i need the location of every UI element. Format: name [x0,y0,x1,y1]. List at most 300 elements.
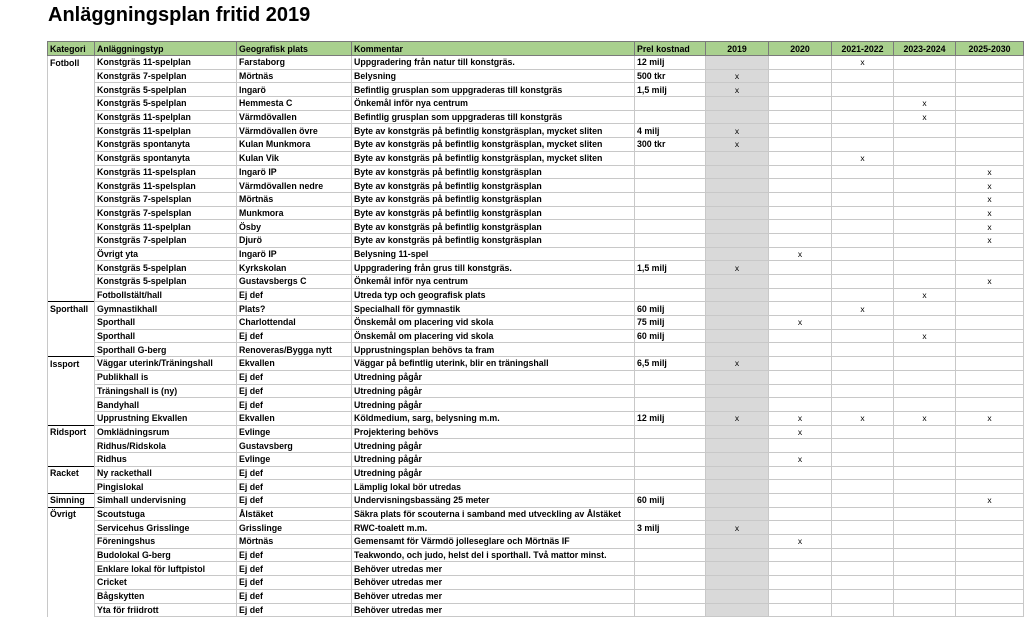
cell-kategori[interactable] [48,247,95,261]
cell-2023-2024[interactable] [894,535,956,549]
cell-prel-kostnad[interactable]: 60 milj [635,494,706,508]
cell-geografisk-plats[interactable]: Hemmesta C [237,97,352,111]
cell-2020[interactable] [769,275,832,289]
cell-geografisk-plats[interactable]: Farstaborg [237,56,352,70]
cell-2025-2030[interactable] [956,329,1024,343]
cell-anlaggningstyp[interactable]: Ridhus [95,452,237,466]
cell-kommentar[interactable]: Befintlig grusplan som uppgraderas till konstgräs [352,83,635,97]
cell-2025-2030[interactable] [956,357,1024,371]
cell-2025-2030[interactable] [956,535,1024,549]
cell-anlaggningstyp[interactable]: Konstgräs 7-spelplan [95,233,237,247]
cell-geografisk-plats[interactable]: Renoveras/Bygga nytt [237,343,352,357]
cell-2023-2024[interactable] [894,220,956,234]
cell-2019[interactable] [706,56,769,70]
cell-2021-2022[interactable] [832,192,894,206]
cell-2023-2024[interactable] [894,206,956,220]
cell-2020[interactable] [769,603,832,617]
cell-2019[interactable] [706,452,769,466]
cell-2023-2024[interactable]: x [894,329,956,343]
cell-geografisk-plats[interactable]: Mörtnäs [237,192,352,206]
header-2020[interactable]: 2020 [769,42,832,56]
cell-2019[interactable]: x [706,124,769,138]
cell-2023-2024[interactable]: x [894,110,956,124]
cell-kommentar[interactable]: Uppgradering från natur till konstgräs. [352,56,635,70]
cell-kategori[interactable] [48,384,95,398]
cell-2025-2030[interactable]: x [956,165,1024,179]
cell-2020[interactable] [769,589,832,603]
cell-geografisk-plats[interactable]: Ej def [237,384,352,398]
cell-anlaggningstyp[interactable]: Konstgräs 5-spelplan [95,275,237,289]
cell-kategori[interactable]: Sporthall [48,302,95,316]
cell-geografisk-plats[interactable]: Ingarö [237,83,352,97]
cell-prel-kostnad[interactable]: 300 tkr [635,138,706,152]
cell-2019[interactable] [706,494,769,508]
cell-anlaggningstyp[interactable]: Konstgräs 11-spelplan [95,110,237,124]
cell-geografisk-plats[interactable]: Kulan Vik [237,151,352,165]
cell-2023-2024[interactable] [894,343,956,357]
cell-2019[interactable] [706,275,769,289]
cell-kommentar[interactable]: Byte av konstgräs på befintlig konstgräsplan [352,165,635,179]
cell-kommentar[interactable]: Upprustningsplan behövs ta fram [352,343,635,357]
cell-kommentar[interactable]: Utredning pågår [352,466,635,480]
cell-kategori[interactable]: Övrigt [48,507,95,521]
cell-geografisk-plats[interactable]: Ej def [237,329,352,343]
cell-2021-2022[interactable] [832,83,894,97]
cell-prel-kostnad[interactable] [635,507,706,521]
header-geografisk-plats[interactable]: Geografisk plats [237,42,352,56]
cell-kategori[interactable] [48,275,95,289]
cell-2023-2024[interactable] [894,233,956,247]
cell-2025-2030[interactable]: x [956,206,1024,220]
cell-kategori[interactable] [48,603,95,617]
cell-anlaggningstyp[interactable]: Omklädningsrum [95,425,237,439]
cell-prel-kostnad[interactable]: 75 milj [635,316,706,330]
cell-2021-2022[interactable] [832,288,894,302]
cell-kommentar[interactable]: Byte av konstgräs på befintlig konstgräsplan [352,233,635,247]
cell-anlaggningstyp[interactable]: Ridhus/Ridskola [95,439,237,453]
header-kommentar[interactable]: Kommentar [352,42,635,56]
cell-kategori[interactable] [48,288,95,302]
cell-2021-2022[interactable] [832,179,894,193]
cell-prel-kostnad[interactable] [635,97,706,111]
cell-2020[interactable]: x [769,247,832,261]
cell-anlaggningstyp[interactable]: Konstgräs spontanyta [95,151,237,165]
cell-anlaggningstyp[interactable]: Föreningshus [95,535,237,549]
cell-2019[interactable] [706,439,769,453]
cell-2019[interactable] [706,329,769,343]
cell-2021-2022[interactable]: x [832,411,894,425]
cell-prel-kostnad[interactable] [635,220,706,234]
cell-anlaggningstyp[interactable]: Konstgräs 11-spelplan [95,124,237,138]
cell-2021-2022[interactable] [832,261,894,275]
cell-anlaggningstyp[interactable]: Cricket [95,576,237,590]
cell-2025-2030[interactable] [956,466,1024,480]
cell-kategori[interactable] [48,452,95,466]
cell-2020[interactable] [769,439,832,453]
cell-geografisk-plats[interactable]: Grisslinge [237,521,352,535]
cell-anlaggningstyp[interactable]: Enklare lokal för luftpistol [95,562,237,576]
cell-geografisk-plats[interactable]: Ekvallen [237,357,352,371]
cell-prel-kostnad[interactable] [635,275,706,289]
cell-2019[interactable] [706,576,769,590]
cell-2021-2022[interactable] [832,425,894,439]
cell-2025-2030[interactable] [956,521,1024,535]
cell-2020[interactable] [769,261,832,275]
cell-2019[interactable]: x [706,411,769,425]
cell-kommentar[interactable]: Lämplig lokal bör utredas [352,480,635,494]
cell-2020[interactable] [769,329,832,343]
cell-2020[interactable] [769,110,832,124]
cell-2021-2022[interactable] [832,69,894,83]
cell-2020[interactable] [769,288,832,302]
cell-anlaggningstyp[interactable]: Konstgräs 11-spelsplan [95,165,237,179]
cell-2020[interactable] [769,562,832,576]
cell-2025-2030[interactable] [956,562,1024,576]
cell-2025-2030[interactable] [956,398,1024,412]
cell-2020[interactable] [769,83,832,97]
cell-2025-2030[interactable] [956,480,1024,494]
cell-kategori[interactable] [48,110,95,124]
cell-2021-2022[interactable]: x [832,151,894,165]
cell-geografisk-plats[interactable]: Ej def [237,576,352,590]
cell-2025-2030[interactable]: x [956,179,1024,193]
cell-2023-2024[interactable] [894,384,956,398]
cell-prel-kostnad[interactable] [635,398,706,412]
cell-kategori[interactable]: Simning [48,494,95,508]
cell-geografisk-plats[interactable]: Ingarö IP [237,165,352,179]
cell-prel-kostnad[interactable]: 60 milj [635,329,706,343]
cell-2025-2030[interactable] [956,452,1024,466]
cell-2020[interactable] [769,398,832,412]
cell-2020[interactable] [769,233,832,247]
cell-anlaggningstyp[interactable]: Konstgräs 5-spelplan [95,83,237,97]
cell-kategori[interactable] [48,151,95,165]
cell-2023-2024[interactable] [894,466,956,480]
cell-kommentar[interactable]: Önskemål om placering vid skola [352,316,635,330]
cell-kommentar[interactable]: Köldmedium, sarg, belysning m.m. [352,411,635,425]
cell-2025-2030[interactable] [956,56,1024,70]
cell-2025-2030[interactable] [956,425,1024,439]
cell-geografisk-plats[interactable]: Ej def [237,466,352,480]
cell-2025-2030[interactable]: x [956,233,1024,247]
cell-2023-2024[interactable] [894,439,956,453]
cell-kategori[interactable]: Issport [48,357,95,371]
cell-prel-kostnad[interactable]: 4 milj [635,124,706,138]
cell-2020[interactable] [769,343,832,357]
cell-geografisk-plats[interactable]: Ej def [237,494,352,508]
cell-geografisk-plats[interactable]: Värmdövallen övre [237,124,352,138]
cell-2025-2030[interactable] [956,439,1024,453]
cell-geografisk-plats[interactable]: Ålstäket [237,507,352,521]
cell-kategori[interactable]: Fotboll [48,56,95,70]
cell-kategori[interactable] [48,165,95,179]
cell-geografisk-plats[interactable]: Ingarö IP [237,247,352,261]
cell-2020[interactable] [769,521,832,535]
cell-kommentar[interactable]: Behöver utredas mer [352,589,635,603]
cell-2019[interactable] [706,370,769,384]
cell-kategori[interactable] [48,83,95,97]
cell-geografisk-plats[interactable]: Värmdövallen [237,110,352,124]
cell-2019[interactable]: x [706,138,769,152]
cell-geografisk-plats[interactable]: Ej def [237,370,352,384]
cell-2019[interactable] [706,589,769,603]
cell-geografisk-plats[interactable]: Munkmora [237,206,352,220]
cell-anlaggningstyp[interactable]: Konstgräs 11-spelplan [95,220,237,234]
cell-prel-kostnad[interactable] [635,384,706,398]
cell-2021-2022[interactable] [832,480,894,494]
cell-kategori[interactable] [48,69,95,83]
cell-kategori[interactable] [48,261,95,275]
cell-kommentar[interactable]: Specialhall för gymnastik [352,302,635,316]
cell-2021-2022[interactable] [832,275,894,289]
cell-2025-2030[interactable] [956,603,1024,617]
cell-anlaggningstyp[interactable]: Konstgräs 11-spelsplan [95,179,237,193]
cell-kategori[interactable] [48,521,95,535]
cell-2020[interactable]: x [769,452,832,466]
cell-kategori[interactable] [48,589,95,603]
cell-2021-2022[interactable] [832,357,894,371]
cell-2021-2022[interactable]: x [832,56,894,70]
cell-2023-2024[interactable] [894,507,956,521]
cell-2019[interactable] [706,316,769,330]
cell-anlaggningstyp[interactable]: Servicehus Grisslinge [95,521,237,535]
cell-anlaggningstyp[interactable]: Väggar uterink/Träningshall [95,357,237,371]
cell-kategori[interactable] [48,343,95,357]
cell-prel-kostnad[interactable] [635,589,706,603]
cell-2023-2024[interactable] [894,179,956,193]
cell-2019[interactable] [706,302,769,316]
cell-2023-2024[interactable] [894,192,956,206]
cell-2021-2022[interactable] [832,329,894,343]
cell-2025-2030[interactable] [956,343,1024,357]
cell-kommentar[interactable]: Utredning pågår [352,439,635,453]
cell-2025-2030[interactable] [956,576,1024,590]
cell-anlaggningstyp[interactable]: Bandyhall [95,398,237,412]
cell-2019[interactable] [706,288,769,302]
cell-2021-2022[interactable] [832,370,894,384]
cell-2021-2022[interactable] [832,521,894,535]
cell-anlaggningstyp[interactable]: Konstgräs 7-spelsplan [95,192,237,206]
cell-2021-2022[interactable] [832,589,894,603]
cell-anlaggningstyp[interactable]: Sporthall [95,316,237,330]
cell-2021-2022[interactable] [832,603,894,617]
cell-2021-2022[interactable] [832,398,894,412]
cell-kommentar[interactable]: Belysning [352,69,635,83]
header-prel-kostnad[interactable]: Prel kostnad [635,42,706,56]
cell-anlaggningstyp[interactable]: Scoutstuga [95,507,237,521]
cell-kommentar[interactable]: Teakwondo, och judo, helst del i sporthall. Två mattor minst. [352,548,635,562]
cell-2020[interactable] [769,179,832,193]
cell-geografisk-plats[interactable]: Djurö [237,233,352,247]
cell-2019[interactable] [706,97,769,111]
cell-2020[interactable] [769,576,832,590]
cell-2025-2030[interactable] [956,97,1024,111]
header-2025-2030[interactable]: 2025-2030 [956,42,1024,56]
cell-kommentar[interactable]: Väggar på befintlig uterink, blir en träningshall [352,357,635,371]
cell-geografisk-plats[interactable]: Ej def [237,398,352,412]
cell-prel-kostnad[interactable]: 60 milj [635,302,706,316]
cell-geografisk-plats[interactable]: Ekvallen [237,411,352,425]
cell-2020[interactable] [769,206,832,220]
cell-geografisk-plats[interactable]: Ej def [237,603,352,617]
cell-2025-2030[interactable] [956,247,1024,261]
cell-2023-2024[interactable] [894,452,956,466]
cell-prel-kostnad[interactable]: 1,5 milj [635,83,706,97]
cell-2023-2024[interactable] [894,603,956,617]
cell-2023-2024[interactable] [894,124,956,138]
cell-2021-2022[interactable] [832,466,894,480]
cell-2020[interactable] [769,192,832,206]
cell-kommentar[interactable]: Utredning pågår [352,370,635,384]
cell-2021-2022[interactable] [832,507,894,521]
cell-2023-2024[interactable] [894,494,956,508]
cell-kommentar[interactable]: Behöver utredas mer [352,562,635,576]
cell-kategori[interactable] [48,316,95,330]
cell-2023-2024[interactable] [894,589,956,603]
cell-2020[interactable] [769,494,832,508]
cell-geografisk-plats[interactable]: Ösby [237,220,352,234]
cell-2021-2022[interactable] [832,220,894,234]
cell-2021-2022[interactable]: x [832,302,894,316]
cell-2019[interactable] [706,179,769,193]
cell-anlaggningstyp[interactable]: Konstgräs 5-spelplan [95,261,237,275]
cell-anlaggningstyp[interactable]: Konstgräs 7-spelsplan [95,206,237,220]
header-2023-2024[interactable]: 2023-2024 [894,42,956,56]
cell-kommentar[interactable]: Befintlig grusplan som uppgraderas till konstgräs [352,110,635,124]
cell-2023-2024[interactable]: x [894,288,956,302]
cell-kommentar[interactable]: Byte av konstgräs på befintlig konstgräsplan [352,220,635,234]
cell-2019[interactable] [706,165,769,179]
cell-kommentar[interactable]: Projektering behövs [352,425,635,439]
cell-prel-kostnad[interactable] [635,480,706,494]
cell-2020[interactable]: x [769,535,832,549]
cell-2020[interactable] [769,357,832,371]
cell-2019[interactable] [706,603,769,617]
cell-2019[interactable] [706,110,769,124]
cell-kommentar[interactable]: Gemensamt för Värmdö jolleseglare och Mörtnäs IF [352,535,635,549]
cell-2023-2024[interactable] [894,316,956,330]
cell-2023-2024[interactable] [894,576,956,590]
cell-geografisk-plats[interactable]: Kulan Munkmora [237,138,352,152]
cell-kommentar[interactable]: Byte av konstgräs på befintlig konstgräsplan [352,192,635,206]
cell-anlaggningstyp[interactable]: Konstgräs 5-spelplan [95,97,237,111]
cell-2020[interactable]: x [769,425,832,439]
cell-geografisk-plats[interactable]: Charlottendal [237,316,352,330]
cell-anlaggningstyp[interactable]: Konstgräs 7-spelplan [95,69,237,83]
cell-2019[interactable]: x [706,69,769,83]
cell-2023-2024[interactable] [894,302,956,316]
cell-2019[interactable] [706,466,769,480]
cell-2019[interactable] [706,206,769,220]
cell-2021-2022[interactable] [832,343,894,357]
cell-2019[interactable] [706,398,769,412]
cell-kategori[interactable] [48,233,95,247]
cell-prel-kostnad[interactable] [635,603,706,617]
cell-2021-2022[interactable] [832,439,894,453]
cell-prel-kostnad[interactable] [635,466,706,480]
cell-2025-2030[interactable]: x [956,494,1024,508]
cell-prel-kostnad[interactable] [635,110,706,124]
cell-geografisk-plats[interactable]: Gustavsberg [237,439,352,453]
cell-kategori[interactable] [48,480,95,494]
header-2019[interactable]: 2019 [706,42,769,56]
cell-kategori[interactable]: Ridsport [48,425,95,439]
cell-anlaggningstyp[interactable]: Pingislokal [95,480,237,494]
cell-geografisk-plats[interactable]: Ej def [237,288,352,302]
cell-kategori[interactable] [48,329,95,343]
cell-2020[interactable]: x [769,411,832,425]
cell-geografisk-plats[interactable]: Ej def [237,548,352,562]
cell-2021-2022[interactable] [832,97,894,111]
cell-anlaggningstyp[interactable]: Sporthall G-berg [95,343,237,357]
cell-2025-2030[interactable] [956,83,1024,97]
cell-geografisk-plats[interactable]: Ej def [237,589,352,603]
cell-2019[interactable] [706,343,769,357]
cell-kommentar[interactable]: Behöver utredas mer [352,603,635,617]
cell-geografisk-plats[interactable]: Evlinge [237,425,352,439]
cell-geografisk-plats[interactable]: Ej def [237,480,352,494]
cell-2025-2030[interactable] [956,507,1024,521]
cell-2021-2022[interactable] [832,562,894,576]
cell-2019[interactable] [706,220,769,234]
cell-prel-kostnad[interactable] [635,452,706,466]
cell-2020[interactable] [769,480,832,494]
cell-kategori[interactable] [48,138,95,152]
cell-anlaggningstyp[interactable]: Övrigt yta [95,247,237,261]
cell-2023-2024[interactable] [894,151,956,165]
cell-prel-kostnad[interactable] [635,247,706,261]
cell-kommentar[interactable]: Utreda typ och geografisk plats [352,288,635,302]
cell-2023-2024[interactable] [894,247,956,261]
cell-2025-2030[interactable] [956,316,1024,330]
cell-geografisk-plats[interactable]: Mörtnäs [237,535,352,549]
cell-prel-kostnad[interactable]: 12 milj [635,411,706,425]
cell-2025-2030[interactable]: x [956,192,1024,206]
cell-2019[interactable] [706,548,769,562]
cell-prel-kostnad[interactable] [635,288,706,302]
cell-2019[interactable] [706,562,769,576]
cell-prel-kostnad[interactable]: 6,5 milj [635,357,706,371]
cell-2019[interactable] [706,384,769,398]
cell-2020[interactable] [769,56,832,70]
cell-2025-2030[interactable] [956,151,1024,165]
cell-2023-2024[interactable] [894,370,956,384]
cell-kommentar[interactable]: Byte av konstgräs på befintlig konstgräsplan [352,206,635,220]
header-kategori[interactable]: Kategori [48,42,95,56]
cell-2025-2030[interactable] [956,110,1024,124]
cell-geografisk-plats[interactable]: Mörtnäs [237,69,352,83]
cell-kommentar[interactable]: Utredning pågår [352,384,635,398]
cell-2025-2030[interactable] [956,69,1024,83]
cell-anlaggningstyp[interactable]: Publikhall is [95,370,237,384]
cell-2021-2022[interactable] [832,548,894,562]
cell-kommentar[interactable]: Utredning pågår [352,452,635,466]
cell-kategori[interactable] [48,192,95,206]
cell-2023-2024[interactable] [894,275,956,289]
cell-geografisk-plats[interactable]: Värmdövallen nedre [237,179,352,193]
cell-2019[interactable] [706,507,769,521]
cell-anlaggningstyp[interactable]: Träningshall is (ny) [95,384,237,398]
cell-prel-kostnad[interactable]: 3 milj [635,521,706,535]
cell-2025-2030[interactable] [956,589,1024,603]
cell-2020[interactable] [769,548,832,562]
cell-2023-2024[interactable] [894,548,956,562]
cell-kategori[interactable] [48,562,95,576]
cell-anlaggningstyp[interactable]: Fotbollstält/hall [95,288,237,302]
cell-2019[interactable]: x [706,83,769,97]
cell-2021-2022[interactable] [832,206,894,220]
cell-kategori[interactable] [48,179,95,193]
